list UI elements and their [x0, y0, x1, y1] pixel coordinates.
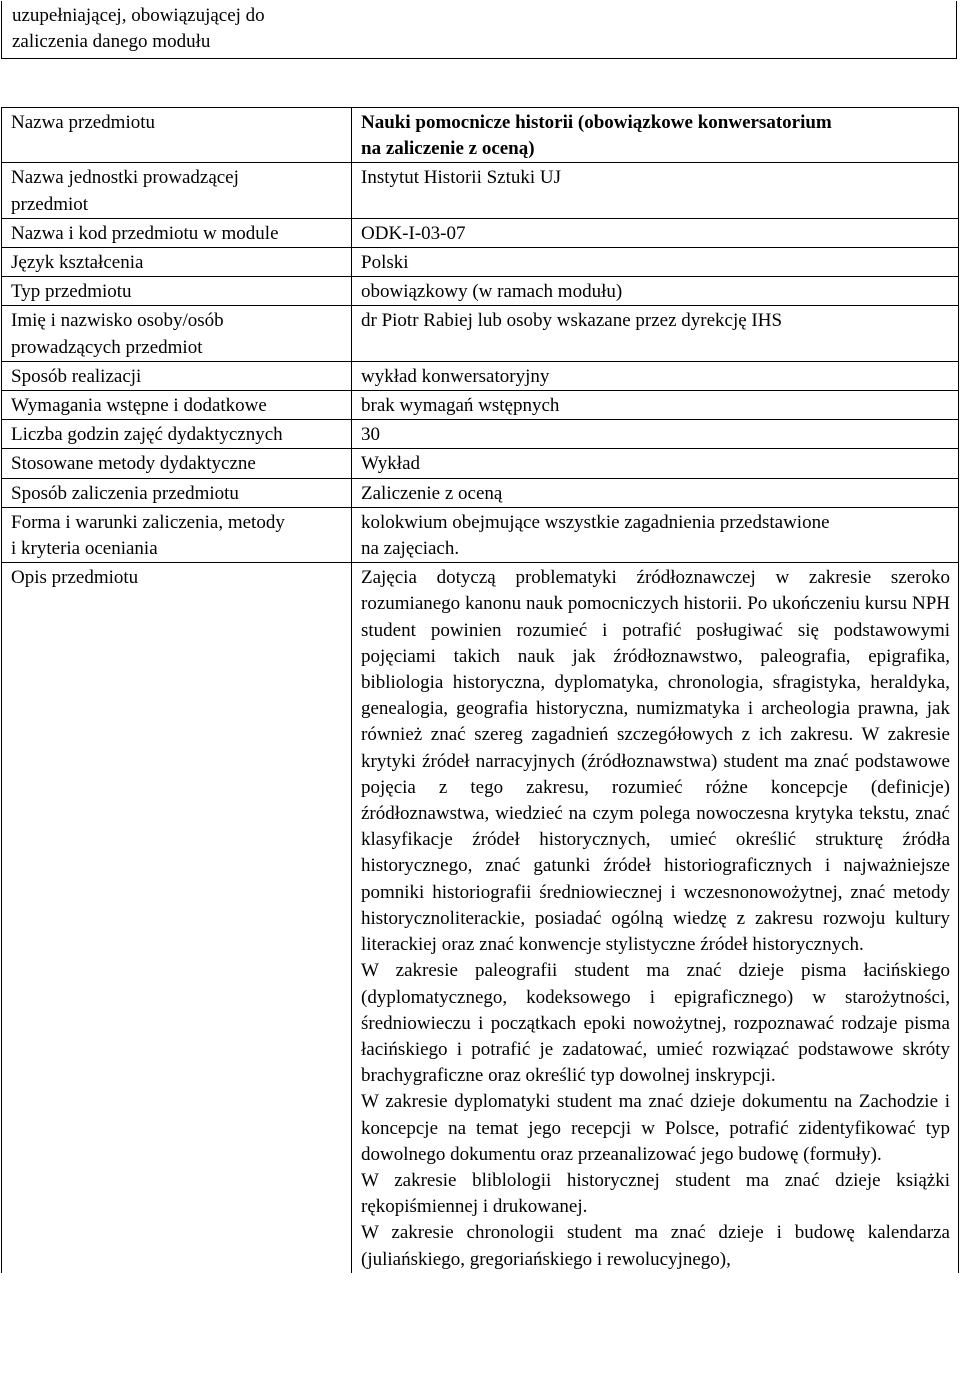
- table-row: [2, 108, 959, 163]
- criteria-line-2: na zajęciach.: [361, 538, 460, 560]
- label-lecturer-line-1: Imię i nazwisko osoby/osób: [11, 310, 224, 332]
- row-value: [352, 218, 959, 247]
- label-criteria-line-1: Forma i warunki zaliczenia, metody: [11, 511, 285, 533]
- label-lecturer-line-2: prowadzących przedmiot: [11, 336, 203, 358]
- label-requirements: Wymagania wstępne i dodatkowe: [11, 395, 267, 417]
- row-label: [2, 361, 352, 390]
- row-label: [2, 478, 352, 507]
- course-name-line-2: na zaliczenie z oceną): [361, 138, 535, 160]
- row-label: [2, 108, 352, 163]
- description-paragraph: Zajęcia dotyczą problematyki źródłoznawczej w zakresie szeroko rozumianego kanonu nauk pomocniczych historii. Po ukończeniu kursu NPH student powinien rozumieć i potrafić posługiwać się podstawowymi pojęciami takich nauk jak źródłoznawstwo, paleografia, epigrafika, bibliologia historyczna, dyplomatyka, chronologia, sfragistyka, heraldyka, genealogia, geografia historyczna, numizmatyka i archeologia prawna, jak również znać szereg zagadnień szczegółowych z ich zakresu. W zakresie krytyki źródeł narracyjnych (źródłoznawstwa) student ma znać podstawowe pojęcia z tego zakresu, rozumieć różne koncepcje (definicje) źródłoznawstwa, wiedzieć na czym polega nowoczesna krytyka tekstu, znać klasyfikacje źródeł historycznych, umieć określić strukturę źródła historycznego, znać gatunki źródeł historiograficznych i najważniejsze pomniki historiografii średniowiecznej i wczesnonowożytnej, znać metody historycznoliterackie, posiadać ogólną wiedzę z zakresu rozwoju kultury literackiej oraz znać konwencje stylistyczne źródeł historycznych.: [361, 567, 950, 956]
- description-paragraph: W zakresie dyplomatyki student ma znać dzieje dokumentu na Zachodzie i koncepcje na temat jego recepcji w Polsce, potrafić zidentyfikować typ dowolnego dokumentu oraz przeanalizować jego budowę (formuły).: [361, 1091, 950, 1165]
- description-paragraph: W zakresie bliblologii historycznej student ma znać dzieje książki rękopiśmiennej i drukowanej.: [361, 1169, 950, 1218]
- row-value: [352, 420, 959, 449]
- type-value: obowiązkowy (w ramach modułu): [361, 281, 623, 303]
- label-criteria-line-2: i kryteria oceniania: [11, 538, 158, 560]
- methods-value: Wykład: [361, 453, 421, 475]
- row-value: [352, 391, 959, 420]
- table-row: [2, 478, 959, 507]
- continued-table-cell: [1, 1, 957, 59]
- continued-line-2: zaliczenia danego modułu: [12, 31, 211, 53]
- label-language: Język kształcenia: [11, 252, 144, 274]
- label-code: Nazwa i kod przedmiotu w module: [11, 222, 279, 244]
- table-row: [2, 420, 959, 449]
- label-course-name: Nazwa przedmiotu: [11, 112, 156, 133]
- table-row: [2, 391, 959, 420]
- label-mode: Sposób realizacji: [11, 365, 142, 387]
- lecturer-value: dr Piotr Rabiej lub osoby wskazane przez dyrekcję IHS: [361, 310, 783, 332]
- table-row: [2, 306, 959, 361]
- description-paragraph: W zakresie chronologii student ma znać dzieje i budowę kalendarza (juliańskiego, gregoriańskiego i rewolucyjnego),: [361, 1222, 950, 1270]
- row-label: [2, 248, 352, 277]
- criteria-line-1: kolokwium obejmujące wszystkie zagadnienia przedstawione: [361, 511, 830, 533]
- row-label: [2, 420, 352, 449]
- description-cell: [352, 563, 959, 1273]
- label-methods: Stosowane metody dydaktyczne: [11, 453, 256, 475]
- table-row: [2, 163, 959, 218]
- code-value: ODK-I-03-07: [361, 222, 466, 244]
- course-name-line-1: Nauki pomocnicze historii (obowiązkowe konwersatorium: [361, 112, 832, 133]
- row-value: [352, 108, 959, 163]
- row-label: [2, 507, 352, 562]
- table-row: [2, 218, 959, 247]
- language-value: Polski: [361, 252, 409, 274]
- label-unit-line-1: Nazwa jednostki prowadzącej: [11, 167, 239, 189]
- label-description: Opis przedmiotu: [11, 567, 139, 589]
- row-label: [2, 218, 352, 247]
- row-value: [352, 306, 959, 361]
- continued-cell-text: [12, 3, 372, 55]
- continued-line-1: uzupełniającej, obowiązującej do: [12, 5, 265, 26]
- row-label: [2, 563, 352, 1273]
- row-value: [352, 478, 959, 507]
- row-value: [352, 449, 959, 478]
- table-row: [2, 361, 959, 390]
- label-hours: Liczba godzin zajęć dydaktycznych: [11, 424, 283, 446]
- row-label: [2, 306, 352, 361]
- label-assessment: Sposób zaliczenia przedmiotu: [11, 482, 239, 504]
- row-label: [2, 391, 352, 420]
- table-row: [2, 449, 959, 478]
- description-paragraph: W zakresie paleografii student ma znać dzieje pisma łacińskiego (dyplomatycznego, kodeksowego i epigraficznego) w starożytności, średniowieczu i początkach epoki nowożytnej, rozpoznawać rodzaje pisma łacińskiego i potrafić je zadatować, umieć rozwiązać podstawowe skróty brachygraficzne oraz określić typ dowolnej inskrypcji.: [361, 960, 950, 1087]
- row-value: [352, 277, 959, 306]
- unit-value: Instytut Historii Sztuki UJ: [361, 167, 562, 189]
- row-label: [2, 277, 352, 306]
- row-value: [352, 361, 959, 390]
- assessment-value: Zaliczenie z oceną: [361, 482, 503, 504]
- label-type: Typ przedmiotu: [11, 281, 132, 303]
- table-row: [2, 277, 959, 306]
- label-unit-line-2: przedmiot: [11, 193, 89, 215]
- requirements-value: brak wymagań wstępnych: [361, 395, 560, 417]
- row-label: [2, 163, 352, 218]
- table-row: [2, 248, 959, 277]
- row-value: [352, 507, 959, 562]
- table-row: [2, 563, 959, 1273]
- table-row: [2, 507, 959, 562]
- hours-value: 30: [361, 424, 380, 446]
- mode-value: wykład konwersatoryjny: [361, 365, 550, 387]
- row-value: [352, 248, 959, 277]
- row-value: [352, 163, 959, 218]
- row-label: [2, 449, 352, 478]
- course-info-table: [1, 107, 959, 1273]
